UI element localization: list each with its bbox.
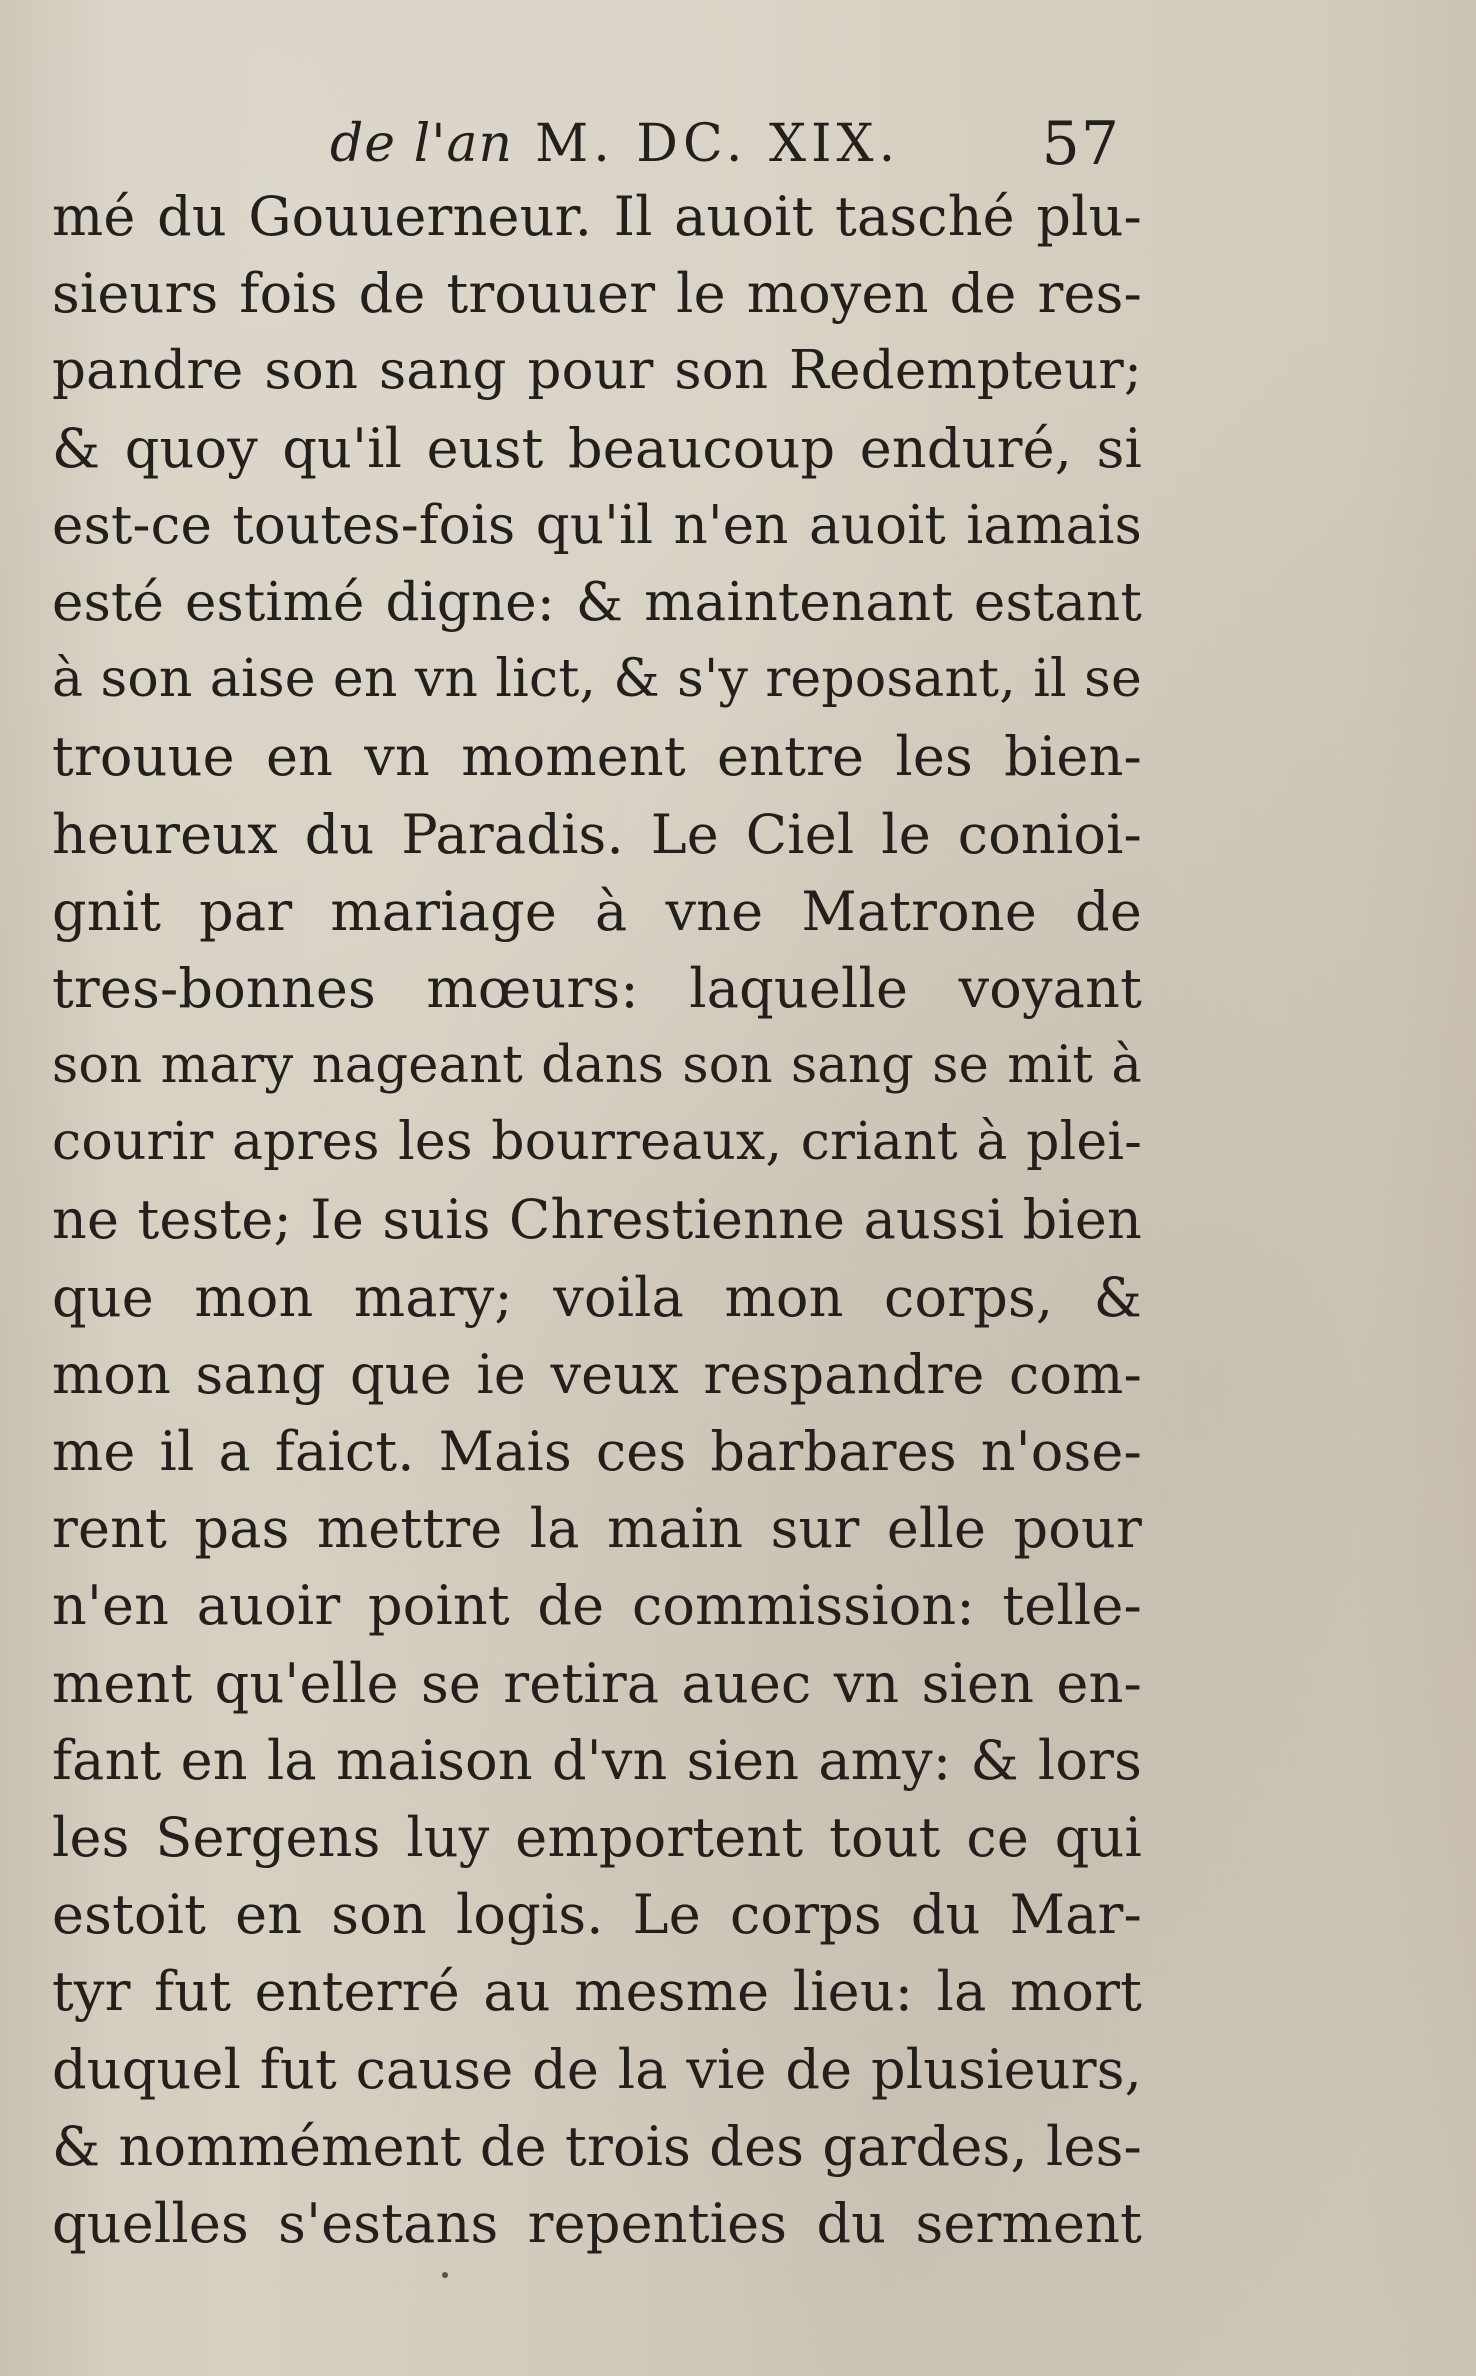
text-line: ne teste; Ie suis Chrestienne aussi bien [52, 1188, 1142, 1252]
text-line: estoit en son logis. Le corps du Mar- [52, 1883, 1142, 1947]
text-line: fant en la maison d'vn sien amy: & lors [52, 1728, 1142, 1792]
text-line: mon sang que ie veux respandre com- [52, 1342, 1142, 1406]
text-line: que mon mary; voila mon corps, & [52, 1265, 1142, 1329]
text-line: courir apres les bourreaux, criant à plei- [52, 1112, 1142, 1173]
text-line: & quoy qu'il eust beaucoup enduré, si [52, 416, 1142, 480]
page-header [330, 104, 1120, 184]
text-line: heureux du Paradis. Le Ciel le conioi- [52, 802, 1142, 866]
text-line: à son aise en vn lict, & s'y reposant, il se [52, 649, 1142, 710]
text-line: mé du Gouuerneur. Il auoit tasché plu- [52, 185, 1142, 248]
text-line: me il a faict. Mais ces barbares n'ose- [52, 1420, 1142, 1483]
text-line: ment qu'elle se retira auec vn sien en- [52, 1651, 1142, 1715]
ink-speck [442, 2272, 448, 2278]
text-line: son mary nageant dans son sang se mit à [52, 1036, 1142, 1096]
text-line: trouue en vn moment entre les bien- [52, 725, 1142, 789]
text-line: pandre son sang pour son Redempteur; [52, 340, 1142, 402]
text-line: rent pas mettre la main sur elle pour [52, 1497, 1142, 1561]
running-head: de l'an [330, 114, 514, 174]
text-line: quelles s'estans repenties du serment [52, 2191, 1142, 2255]
text-line: les Sergens luy emportent tout ce qui [52, 1805, 1142, 1869]
text-line: tyr fut enterré au mesme lieu: la mort [52, 1960, 1142, 2024]
page-number: 57 [1041, 109, 1120, 179]
text-line: & nommément de trois des gardes, les- [52, 2114, 1142, 2178]
text-line: tres-bonnes mœurs: laquelle voyant [52, 956, 1142, 1020]
text-line: n'en auoir point de commission: telle- [52, 1574, 1142, 1638]
text-line: esté estimé digne: & maintenant estant [52, 571, 1142, 633]
text-line: gnit par mariage à vne Matrone de [52, 879, 1142, 943]
text-line: duquel fut cause de la vie de plusieurs, [52, 2037, 1142, 2101]
text-line: est-ce toutes-fois qu'il n'en auoit iamais [52, 494, 1142, 556]
text-line: sieurs fois de trouuer le moyen de res- [52, 262, 1142, 326]
body-text [52, 178, 1142, 2262]
running-head-year: M. DC. XIX. [535, 114, 901, 174]
